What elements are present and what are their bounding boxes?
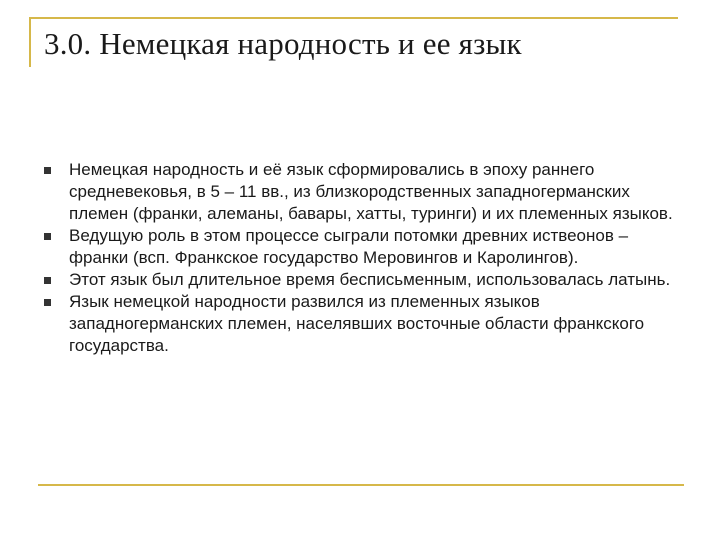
title-frame-top-rule (29, 17, 678, 19)
bullet-text: Немецкая народность и её язык сформировались в эпоху раннего средневековья, в 5 – 11 вв., из близкородственных западногерманских племен (франки, алеманы, бавары, хатты, туринги) и их племенных языков. (69, 160, 673, 223)
square-bullet-icon (44, 277, 51, 284)
square-bullet-icon (44, 233, 51, 240)
bullet-item (44, 291, 684, 357)
bullet-list (44, 159, 684, 357)
bullet-item (44, 159, 684, 225)
footer-rule (38, 484, 684, 486)
bullet-text: Этот язык был длительное время бесписьменным, использовалась латынь. (69, 270, 671, 289)
square-bullet-icon (44, 299, 51, 306)
bullet-item (44, 225, 684, 269)
bullet-text: Язык немецкой народности развился из племенных языков западногерманских племен, населявших восточные области франкского государства. (69, 292, 645, 355)
bullet-text: Ведущую роль в этом процессе сыграли потомки древних иствеонов – франки (всп. Франкское государство Меровингов и Каролингов). (69, 226, 629, 267)
slide-title: 3.0. Немецкая народность и ее язык (44, 26, 522, 61)
bullet-item (44, 269, 684, 291)
square-bullet-icon (44, 167, 51, 174)
title-frame-left-rule (29, 17, 31, 67)
